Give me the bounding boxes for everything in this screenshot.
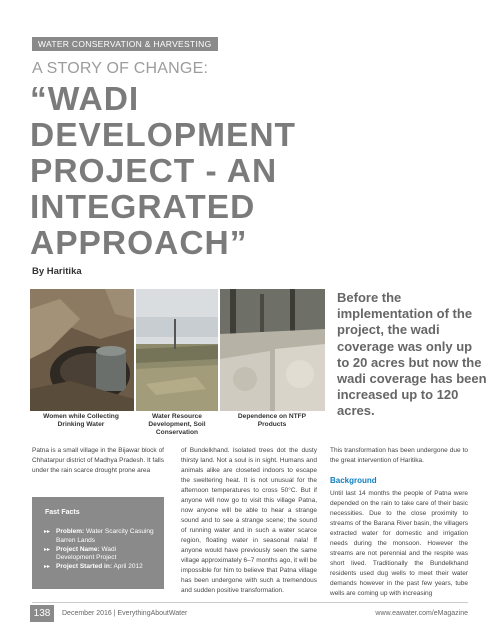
photo-women-collecting-water [30, 289, 134, 411]
background-heading: Background [330, 476, 377, 485]
fast-fact-item: ▸▸ Project Started in: April 2012 [44, 563, 143, 571]
fast-facts-box [32, 497, 164, 589]
photo-caption-2: Water Resource Development, Soil Conservation [148, 413, 206, 436]
column-3-intro-text: This transformation has been undergone due to the great intervention of Haritika. [330, 447, 468, 464]
footer-website: www.eawater.com/eMagazine [375, 610, 468, 617]
column-1 [32, 446, 164, 476]
photo-caption-3: Dependence on NTFP Products [237, 413, 307, 428]
fast-fact-item: ▸▸ Problem: Water Scarcity Casuing Barren Lands [44, 528, 154, 544]
double-arrow-icon: ▸▸ [44, 564, 51, 571]
column-2-text: of Bundelkhand. Isolated trees dot the dusty thirsty land. Not a soul is in sight. Humans and animals alike are closeted indoors to escape the sweltering heat. It is not unusual for the afternoon temperatures to cross 50°C. But if anyone will now go to visit this village Patna, now anyone will be able to hear a strange sound and to see a strange scene; the sound of running water and in such a water scarce region, floating water in seasonal nala! If anyone would have previously seen the same village approximately 6–7 months ago, it will be impossible for him to believe that Patna village has been undergone with such a tremendous and sudden positive transformation. [181, 447, 317, 594]
footer-issue: December 2016 | EverythingAboutWater [62, 610, 188, 617]
photo-ntfp-products [220, 289, 325, 411]
double-arrow-icon: ▸▸ [44, 529, 51, 535]
photo-caption-1: Women while Collecting Drinking Water [43, 413, 119, 428]
article-title: “WADI DEVELOPMENT PROJECT - AN INTEGRATED APPROACH” [30, 81, 296, 262]
photo-water-resource-development [136, 289, 218, 411]
double-arrow-icon: ▸▸ [44, 546, 51, 553]
fast-facts-title: Fast Facts [45, 509, 80, 516]
column-3-intro [330, 446, 468, 466]
fast-fact-item: ▸▸ Project Name: Wadi Development Project [44, 545, 117, 562]
byline: By Haritika [32, 266, 82, 277]
column-3-body-text: Until last 14 months the people of Patna were depended on the rain to take care of their basic necessities. Due to the close proximity to streams of the Barana River basin, the villagers extracted water for domestic and irrigation needs during the monsoon. However the streams are not perennial and the respite was short lived. Traditionally the Bundelkhand residents used dug wells to meet their water demands however in the past few years, tube wells are coming up with increasing [330, 490, 468, 597]
column-1-text: Patna is a small village in the Bijawar block of Chhatarpur district of Madhya Pradesh. It falls under the rain scarce drought prone area [32, 447, 164, 474]
fast-facts-list [44, 528, 156, 572]
pull-quote: Before the implementation of the project, the wadi coverage was only up to 20 acres but now the wadi coverage has been increased up to 120 acres. [337, 290, 487, 419]
footer-divider [32, 602, 468, 603]
column-2 [181, 446, 317, 596]
section-tag: WATER CONSERVATION & HARVESTING [32, 37, 218, 51]
column-3-body [330, 489, 468, 599]
page-number: 138 [30, 605, 54, 622]
article-subtitle: A STORY OF CHANGE: [32, 60, 209, 77]
